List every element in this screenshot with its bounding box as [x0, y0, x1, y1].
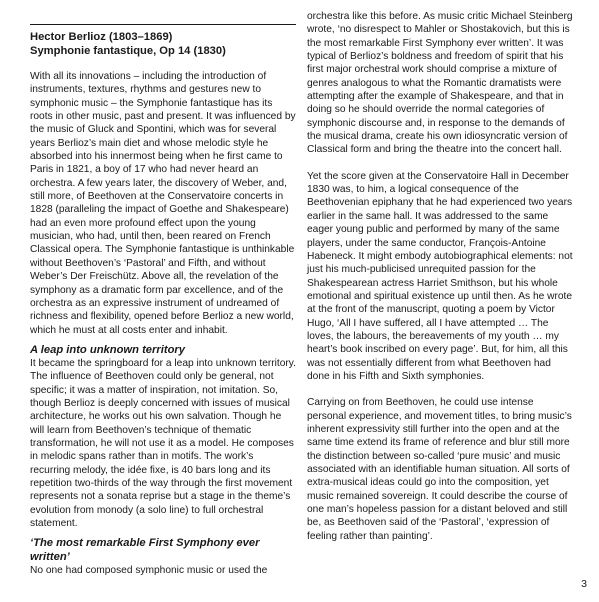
header-block — [30, 30, 296, 58]
right-paragraph-3: Carrying on from Beethoven, he could use intense personal experience, and movement titles, to bring music’s inherent expressivity still further into the open and at the same time extend its frame of reference and blur still more the distinction between so-called ‘pure music’ and music associated with an identifiable human situation. All sorts of extra-musical ideas could go into the composition, yet music remained sovereign. It could describe the course of one man’s hopeless passion for a distant beloved and still be, as Beethoven said of the ‘Pastoral’, ‘expression of feeling rather than painting’. — [307, 397, 572, 542]
left-paragraph-3: No one had composed symphonic music or used the — [30, 565, 268, 577]
work-title: Symphonie fantastique, Op 14 (1830) — [30, 45, 226, 57]
left-paragraph-2: It became the springboard for a leap into unknown territory. The influence of Beethoven could only be general, not specific; it was a matter of inspiration, not imitation. So, though Berlioz is deeply concerned with issues of musical architecture, he works out his own salvation. Though he will learn from Beethoven’s technique of thematic transformation, he will not use it as a model. He composes in melodic spans rather than in motifs. The work’s recurring melody, the idée fixe, is 40 bars long and its repetition two-thirds of the way through the first movement represents not a sonata reprise but a stage in the theme’s evolution from monody (a solo line) to full orchestral statement. — [30, 357, 296, 529]
left-column — [30, 24, 296, 578]
left-paragraph-1: With all its innovations – including the introduction of instruments, textures, rhythms and gestures new to symphonic music – the Symphonie fantastique has its roots in other music, past and present. It was influenced by the music of Gluck and Spontini, which was for several years Berlioz’s main diet and whose melodic style he absorbed into his innermost being when he first came to Paris in 1821, a boy of 17 who had never heard an orchestra. A few years later, the discovery of Weber, and, still more, of Beethoven at the Conservatoire concerts in 1828 (paralleling the impact of Goethe and Shakespeare) had an even more profound effect upon the young musician, who had, until then, been reared on French Classical opera. The Symphonie fantastique is unthinkable without Beethoven’s ‘Pastoral’ and Fifth, and without Weber’s Der Freischütz. Above all, the revelation of the symphony as a dramatic form par excellence, and of the orchestra as an expressive instrument of undreamed of richness and flexibility, opened before Berlioz a new world, which he must at all costs enter and inhabit. — [30, 71, 296, 336]
right-column — [307, 10, 573, 543]
header-rule — [30, 24, 296, 25]
section-heading-leap: A leap into unknown territory — [30, 343, 185, 356]
section-heading-first-symphony: ‘The most remarkable First Symphony ever written’ — [30, 537, 260, 564]
right-paragraph-2: Yet the score given at the Conservatoire Hall in December 1830 was, to him, a logical consequence of the Beethovenian epiphany that he had experienced two years earlier in the same hall. It was addressed to the same eager young public and performed by many of the same players, under the same conductor, François-Antoine Habeneck. It might embody autobiographical elements: not just his much-publicised unrequited passion for the Shakespearean actress Harriet Smithson, but his whole emotional and spiritual existence up until then. As he wrote at the front of the manuscript, quoting a poem by Victor Hugo, ‘All I have suffered, all I have attempted … The loves, the labours, the bereavements of my youth … my heart’s book inscribed on every page’. But, for him, all this was not essentially different from what Beethoven had done in his Fifth and Sixth symphonies. — [307, 170, 573, 382]
composer-title: Hector Berlioz (1803–1869) — [30, 31, 173, 43]
page-number: 3 — [581, 578, 587, 590]
right-paragraph-1: orchestra like this before. As music critic Michael Steinberg wrote, ‘no disrespect to Mahler or Shostakovich, but this is the most remarkable First Symphony ever written’. It was typical of Berlioz’s boldness and freedom of spirit that his first major orchestral work should comprise a mixture of genres analogous to what the Romantic dramatists were attempting after the example of Shakespeare, and that in doing so he should override the normal categories of symphonic discourse and, in response to the demands of the musical drama, create his own idiosyncratic version of Classical form and bring the theatre into the concert hall. — [307, 11, 573, 156]
